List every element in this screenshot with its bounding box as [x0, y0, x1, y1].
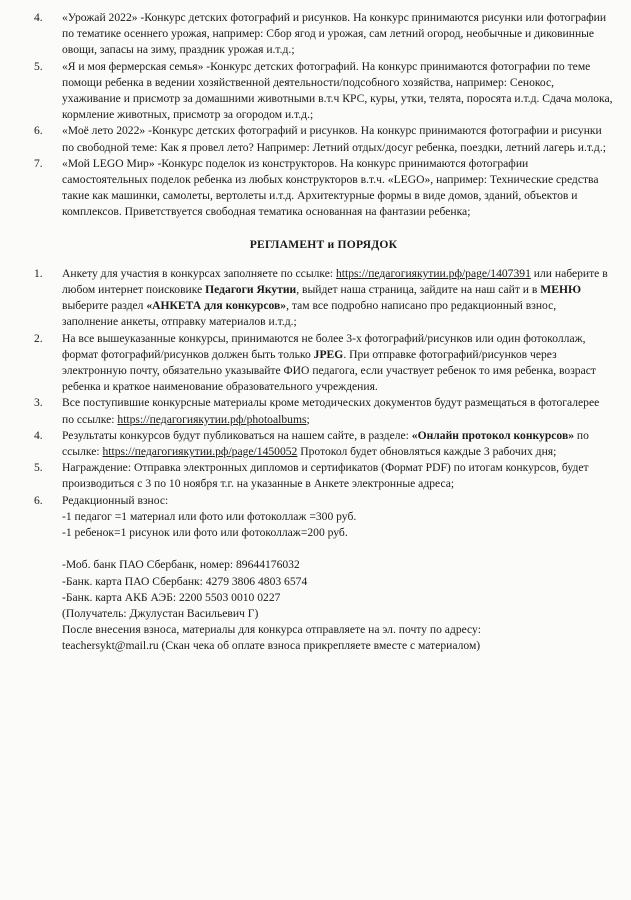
rule-text: . При отправке фотографий/рисунков через электронную почту, обязательно указывайте ФИО педагога, если участвует ребенок то имя ребенка, возраст ребенка и краткое наименование образовательного учреждения.	[62, 347, 596, 394]
photogallery-link[interactable]: https://педагогиякутии.рф/photoalbums	[117, 412, 307, 426]
rule-text: ;	[306, 412, 310, 426]
after-payment-instruction: После внесения взноса, материалы для конкурса отправляете на эл. почту по адресу:	[62, 623, 481, 637]
list-number: 3.	[34, 396, 43, 410]
list-number: 1.	[34, 266, 43, 280]
contest-description: «Моё лето 2022» -Конкурс детских фотографий и рисунков. На конкурс принимаются фотографии и рисунки по свободной теме: Как я провел лето? Например: Летний отдых/досуг ребенка, поездки, летний лагерь и.т.д.;	[62, 124, 606, 154]
list-number: 7.	[34, 156, 43, 170]
payment-mobile-bank: -Моб. банк ПАО Сбербанк, номер: 89644176032	[62, 558, 300, 572]
list-number: 6.	[34, 493, 43, 507]
section-name: «АНКЕТА для конкурсов»	[146, 299, 287, 313]
list-number: 4.	[34, 11, 43, 24]
rule-text: выберите раздел	[62, 299, 147, 313]
questionnaire-link[interactable]: https://педагогиякутии.рф/page/1407391	[336, 266, 531, 280]
list-number: 4.	[34, 428, 43, 442]
list-item-rule-2	[34, 331, 613, 396]
payment-aeb-card: -Банк. карта АКБ АЭБ: 2200 5503 0010 0227	[62, 590, 281, 604]
payment-recipient: (Получатель: Джулустан Васильевич Г)	[62, 606, 259, 620]
list-item-rule-6	[34, 493, 613, 655]
fee-title: Редакционный взнос:	[62, 493, 169, 507]
list-item-contest-4	[34, 10, 613, 59]
spacer	[62, 541, 613, 557]
list-number: 5.	[34, 59, 43, 73]
rules-list	[34, 266, 613, 655]
list-item-contest-5	[34, 59, 613, 124]
rule-text: , там все подробно написано про редакционный взнос, заполнение анкеты, отправку материалов и.т.д.;	[62, 299, 557, 329]
list-number: 5.	[34, 461, 43, 475]
rule-text: по ссылке:	[62, 428, 589, 459]
list-item-rule-3	[34, 395, 613, 427]
format-label: JPEG	[313, 347, 344, 361]
fee-child: -1 ребенок=1 рисунок или фото или фотоколлаж=200 руб.	[62, 526, 348, 540]
section-heading: РЕГЛАМЕНТ и ПОРЯДОК	[249, 237, 398, 251]
menu-label: МЕНЮ	[540, 283, 582, 297]
site-name: Педагоги Якутии	[205, 283, 297, 297]
rule-text: Все поступившие конкурсные материалы кроме методических документов будут размещаться в фотогалерее по ссылке:	[62, 396, 600, 426]
protocol-link[interactable]: https://педагогиякутии.рф/page/1450052	[102, 445, 298, 459]
rule-text: Анкету для участия в конкурсах заполняете по ссылке:	[62, 266, 336, 280]
contest-description: «Урожай 2022» -Конкурс детских фотографий и рисунков. На конкурс принимаются рисунки или фотографии по тематике осеннего урожая, например: Сбор ягод и урожая, сам летний огород, необычные и диковинные овощи, запасы на зиму, праздник урожая и.т.д.;	[62, 11, 607, 57]
rule-text: или наберите в любом интернет поисковике	[62, 266, 608, 297]
rule-text: , выйдет наша страница, зайдите на наш сайт и в	[296, 283, 541, 297]
contact-email-line: teachersykt@mail.ru (Скан чека об оплате взноса прикрепляете вместе с материалом)	[62, 639, 481, 653]
rule-text: Протокол будет обновляться каждые 3 рабочих дня;	[297, 445, 557, 459]
list-item-contest-6	[34, 123, 613, 155]
list-item-contest-7	[34, 156, 613, 221]
list-item-rule-5	[34, 460, 613, 492]
protocol-section-name: «Онлайн протокол конкурсов»	[411, 428, 574, 442]
fee-teacher: -1 педагог =1 материал или фото или фотоколлаж =300 руб.	[62, 509, 357, 523]
rule-text: Результаты конкурсов будут публиковаться на нашем сайте, в разделе:	[62, 428, 412, 442]
list-item-rule-1	[34, 266, 613, 331]
contest-description: «Мой LEGO Мир» -Конкурс поделок из конструкторов. На конкурс принимаются фотографии самостоятельных поделок ребенка из любых конструкторов в.т.ч. «LEGO», например: Технические средства такие как машинки, самолеты, вертолеты и.т.д. Архитектурные формы в виде домов, зданий, объектов и комплексов. Приветствуется свободная тематика основанная на фантазии ребенка;	[62, 156, 599, 219]
payment-sberbank-card: -Банк. карта ПАО Сбербанк: 4279 3806 4803 6574	[62, 574, 308, 588]
contest-description: «Я и моя фермерская семья» -Конкурс детских фотографий. На конкурс принимаются фотографии по теме помощи ребенка в ведении хозяйственной деятельности/подсобного хозяйства, например: Сенокос, ухаживание и присмотр за домашними животными в.т.ч КРС, куры, утки, телята, поросята и.т.д. Сдача молока, кормление животных, присмотр за огородом и.т.д.;	[62, 59, 613, 122]
list-number: 2.	[34, 331, 43, 345]
list-item-rule-4	[34, 428, 613, 460]
rule-text: На все вышеуказанные конкурсы, принимаются не более 3-х фотографий/рисунков или один фотоколлаж, формат фотографий/рисунков должен быть только	[62, 331, 586, 361]
contest-list	[34, 10, 613, 221]
list-number: 6.	[34, 124, 43, 138]
rule-text: Награждение: Отправка электронных дипломов и сертификатов (Формат PDF) по итогам конкурсов, будет производиться с 3 по 10 ноября т.г. на указанные в Анкете электронные адреса;	[62, 461, 589, 491]
